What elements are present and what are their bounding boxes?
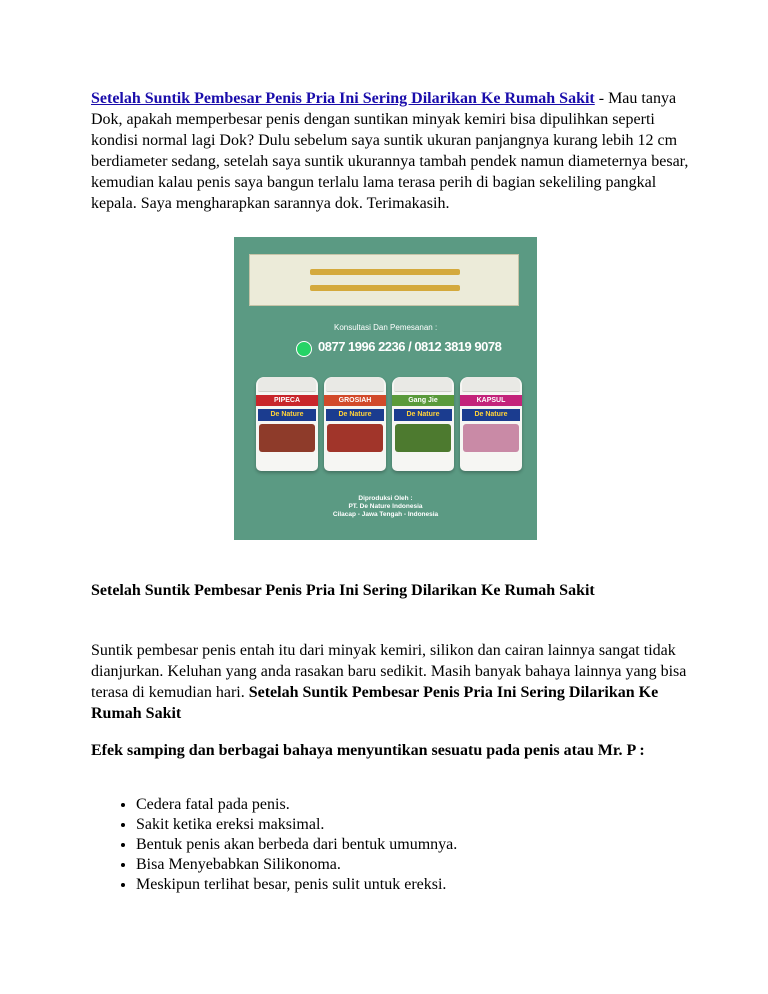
jar-lid xyxy=(258,377,316,392)
jar-lid xyxy=(462,377,520,392)
banner-headline xyxy=(310,269,460,275)
jar-band: Gang Jie xyxy=(392,395,454,406)
jar-content-image xyxy=(395,424,451,452)
maker-line-3: Cilacap - Jawa Tengah - Indonesia xyxy=(332,511,439,518)
list-item: • Cedera fatal pada penis. xyxy=(136,795,691,815)
list-item: • Meskipun terlihat besar, penis sulit untuk ereksi. xyxy=(136,875,691,895)
section-heading: Setelah Suntik Pembesar Penis Pria Ini Sering Dilarikan Ke Rumah Sakit xyxy=(91,582,595,599)
jar-band: PIPECA xyxy=(256,395,318,406)
body-bold-keyword: Setelah Suntik Pembesar Penis Pria Ini Sering Dilarikan Ke Rumah Sakit xyxy=(91,684,659,722)
body-paragraph xyxy=(91,640,691,724)
product-jar-kapsul xyxy=(460,377,522,471)
intro-paragraph xyxy=(91,88,691,214)
effects-title: Efek samping dan berbagai bahaya menyuntikan sesuatu pada penis atau Mr. P : xyxy=(91,742,645,759)
product-jar-gang-jie xyxy=(392,377,454,471)
banner-subline xyxy=(310,285,460,291)
product-jar-pipeca xyxy=(256,377,318,471)
maker-line-1: Diproduksi Oleh : xyxy=(358,495,413,502)
promo-banner xyxy=(249,254,519,306)
jar-brand: De Nature xyxy=(326,409,384,421)
jar-brand: De Nature xyxy=(462,409,520,421)
product-jar-grosiah xyxy=(324,377,386,471)
jar-brand: De Nature xyxy=(258,409,316,421)
list-item: • Bisa Menyebabkan Silikonoma. xyxy=(136,855,691,875)
phone-number: 0877 1996 2236 / 0812 3819 9078 xyxy=(318,339,502,354)
jar-band: GROSIAH xyxy=(324,395,386,406)
jar-brand: De Nature xyxy=(394,409,452,421)
intro-text: - Mau tanya Dok, apakah memperbesar penis dengan suntikan minyak kemiri bisa dipulihkan seperti kondisi normal lagi Dok? Dulu sebelum saya suntik ukuran panjangnya kurang lebih 12 cm berdiameter sedang, setelah saya suntik ukurannya tambah pendek namun diameternya besar, kemudian kalau penis saya bangun terlalu lama terasa perih di bagian sekeliling pangkal kepala. Saya mengharapkan sarannya dok. Terimakasih. xyxy=(91,90,689,212)
document-page xyxy=(91,88,691,895)
maker-line-2: PT. De Nature Indonesia xyxy=(348,503,423,510)
body-text: Suntik pembesar penis entah itu dari minyak kemiri, silikon dan cairan lainnya sangat tidak dianjurkan. Keluhan yang anda rasakan baru sedikit. Masih banyak bahaya lainnya yang bisa terasa di kemudian hari. xyxy=(91,642,687,701)
jar-content-image xyxy=(463,424,519,452)
jar-band: KAPSUL xyxy=(460,395,522,406)
jar-lid xyxy=(326,377,384,392)
list-item: • Bentuk penis akan berbeda dari bentuk umumnya. xyxy=(136,835,691,855)
jar-lid xyxy=(394,377,452,392)
manufacturer-info xyxy=(234,495,537,519)
article-title-link[interactable]: Setelah Suntik Pembesar Penis Pria Ini Sering Dilarikan Ke Rumah Sakit xyxy=(91,90,595,107)
list-item: • Sakit ketika ereksi maksimal. xyxy=(136,815,691,835)
jar-content-image xyxy=(259,424,315,452)
jar-content-image xyxy=(327,424,383,452)
product-image xyxy=(234,237,537,540)
effects-list xyxy=(91,795,691,895)
consult-label: Konsultasi Dan Pemesanan : xyxy=(334,323,438,332)
whatsapp-icon xyxy=(296,341,312,357)
